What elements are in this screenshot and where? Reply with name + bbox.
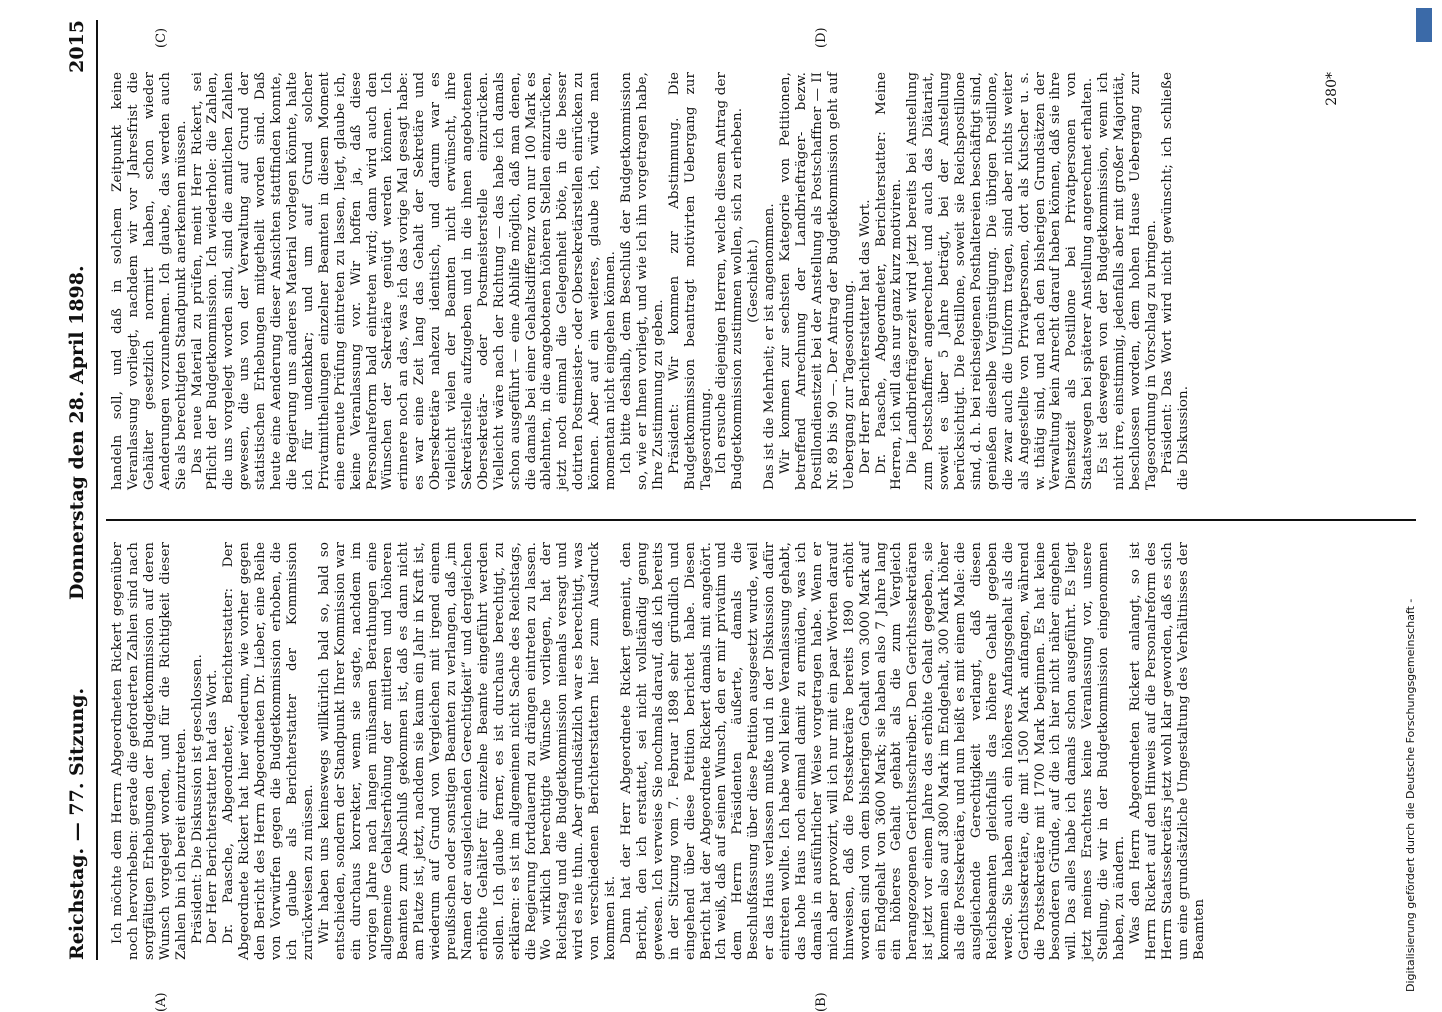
paragraph: (Geschieht.) [746, 239, 762, 323]
margin-marker-c: (C) [154, 27, 169, 48]
paragraph: Präsident: Das Wort wird nicht gewünscht; ich schließe die Diskussion. [1159, 72, 1191, 490]
side-note-strip [1396, 8, 1426, 992]
paragraph: Präsident: Wir kommen zur Abstimmung. Die Budgetkommission beantragt motivirten Uebergang zur Tagesordnung. [666, 72, 714, 490]
paragraph: Der Herr Berichterstatter hat das Wort. [205, 669, 221, 944]
paragraph: Wir haben uns keineswegs willkürlich bald so, bald so entschieden, sondern der Standpunkt Ihrer Kommission war ein durchaus korrekter, wenn sie sagte, nachdem im vorigen Jahre nach langen mühsamen Berathungen eine allgemeine Gehaltserhöhung der mittleren und höheren Beamten zum Abschluß gekommen ist, daß es dann nicht am Platze ist, jetzt, nachdem sie kaum ein Jahr in Kraft ist, wiederum auf Grund von Vergleichen mit irgend einem preußischen oder sonstigen Beamten zu verlangen, daß „im Namen der ausgleichenden Gerechtigkeit“ und dergleichen erhöhte Gehälter für einzelne Beamte eingeführt werden sollen. Ich glaube ferner, es ist durchaus berechtigt, zu erklären: es ist im allgemeinen nicht Sache des Reichstags, die Regierung fortdauernd zu drängen eintreten zu lassen. Wo wirklich berechtigte Wünsche vorliegen, hat der Reichstag und die Budgetkommission niemals versagt und wird es nie thun. Aber grundsätzlich war es berechtigt, was von verschiedenen Berichterstattern hier zum Ausdruck kommen ist. [316, 542, 619, 960]
paragraph: Dann hat der Herr Abgeordnete Rickert gemeint, den Bericht, den ich erstattet, sei nicht vollständig genug gewesen. Ich verweise Sie nochmals darauf, daß ich bereits in der Sitzung vom 7. Februar 1898 sehr gründlich und eingehend über diese Petition berichtet habe. Diesen Bericht hat der Abgeordnete Rickert damals mit angehört. Ich weiß, daß auf seinen Wunsch, den er mir privatim und dem Herrn Präsidenten äußerte, damals die Beschlußfassung über diese Petition ausgesetzt wurde, weil er das Haus verlassen mußte und in der Diskussion dafür eintreten wollte. Ich habe wohl keine Veranlassung gehabt, das hohe Haus noch einmal damit zu ermüden, was ich damals in ausführlicher Weise vorgetragen habe. Wenn er mich aber provozirt, will ich nur mit ein paar Worten darauf hinweisen, daß die Postsekretäre bereits 1890 erhöht worden sind von dem bisherigen Gehalt von 3000 Mark auf ein Endgehalt von 3600 Mark; sie haben also 7 Jahre lang ein höheres Gehalt gehabt als die zum Vergleich herangezogenen Gerichtsschreiber. Den Gerichtssekretären ist jetzt vor einem Jahre das erhöhte Gehalt gegeben, sie kommen also auf 3800 Mark im Endgehalt, 300 Mark höher als die Postsekretäre, und nun heißt es mit einem Male: die ausgleichende Gerechtigkeit verlangt, daß diesen Reichsbeamten gleichfalls das höhere Gehalt gegeben werde. Sie haben auch ein höheres Anfangsgehalt als die Gerichtssekretäre, die mit 1500 Mark anfangen, während die Postsekretäre mit 1700 Mark beginnen. Es hat keine besonderen Gründe, auf die ich hier nicht näher eingehen will. Das alles habe ich damals schon ausgeführt. Es liegt jetzt meines Erachtens keine Veranlassung vor, unsere Stellung, die wir in der Budgetkommission eingenommen haben, zu ändern. [619, 542, 1128, 960]
paragraph: Es ist deswegen von der Budgetkommission, wenn ich nicht irre, einstimmig, jedenfalls aber mit großer Majorität, beschlossen worden, dem hohen Hause Uebergang zur Tagesordnung in Vorschlag zu bringen. [1096, 72, 1159, 490]
page-footer-mark: 280* [1324, 72, 1340, 106]
header-center: Donnerstag den 28. April 1898. [66, 265, 88, 600]
header-left: Reichstag. — 77. Sitzung. [66, 687, 88, 960]
margin-marker-a: (A) [154, 992, 169, 1012]
header-page-number: 2015 [66, 20, 88, 73]
column-right [110, 72, 1192, 490]
column-left [110, 542, 1208, 960]
rotated-page [62, 20, 1442, 1012]
paragraph: Präsident: Die Diskussion ist geschlossen. [189, 654, 205, 944]
side-note: Digitalisierung gefördert durch die Deutsche Forschungsgemeinschaft - [1404, 598, 1417, 992]
column-divider [106, 519, 1416, 521]
margin-marker-d: (D) [814, 27, 829, 48]
paragraph: Die Landbriefträgerzeit wird jetzt bereits bei Anstellung zum Postschaffner angerechnet und auch das Diätariat, soweit es über 5 Jahre beträgt, bei der Anstellung berücksichtigt. Die Postillone, soweit sie Reichspostillone sind, d. h. bei reichseigenen Posthaltereien beschäftigt sind, genießen dieselbe Vergünstigung. Die übrigen Postillone, die zwar auch die Uniform tragen, sind aber nichts weiter als Angestellte von Privatpersonen, dort als Kutscher u. s. w. thätig sind, und nach den bisherigen Grundsätzen der Verwaltung kein Anrecht darauf haben können, daß sie ihre Dienstzeit als Postillone bei Privatpersonen von Staatswegen bei späterer Anstellung angerechnet erhalten. [905, 72, 1096, 490]
paragraph: Das neue Material zu prüfen, meint Herr Rickert, sei Pflicht der Budgetkommission. Ich wiederhole: die Zahlen, die uns vorgelegt worden sind, sind die amtlichen Zahlen gewesen, die uns von der Verwaltung auf Grund der statistischen Erhebungen mitgetheilt worden sind. Daß heute eine Aenderung dieser Ansichten stattfinden konnte, die Regierung uns anderes Material vorlegen könnte, halte ich für undenkbar; und um auf Grund solcher Privatmittheilungen einzelner Beamten in diesem Moment eine erneute Prüfung eintreten zu lassen, liegt, glaube ich, keine Veranlassung vor. Wir hoffen ja, daß diese Personalreform bald eintreten wird; dann wird auch den Wünschen der Sekretäre genügt werden können. Ich erinnere noch an das, was ich das vorige Mal gesagt habe: es war eine Zeit lang das Gehalt der Sekretäre und Obersekretäre nahezu identisch, und darum war es vielleicht vielen der Beamten nicht erwünscht, ihre Sekretärstelle aufzugeben und in die ihnen angebotenen Obersekretär- oder Postmeisterstelle einzurücken. Vielleicht wäre nach der Richtung — das habe ich damals schon ausgeführt — eine Abhilfe möglich, daß man denen, die damals bei einer Gehaltsdifferenz von nur 100 Mark es ablehnten, in die angebotenen höheren Stellen einzurücken, jetzt noch einmal die Gelegenheit böte, in die besser dotirten Postmeister- oder Obersekretärstellen einrücken zu können. Aber auf ein weiteres, glaube ich, würde man momentan nicht eingehen können. [189, 72, 619, 490]
paragraph: Dr. Paasche, Abgeordneter, Berichterstatter: Der Abgeordnete Rickert hat hier wiederum, wie vorher gegen den Bericht des Herrn Abgeordneten Dr. Lieber, eine Reihe von Vorwürfen gegen die Budgetkommission erhoben, die ich glaube als Berichterstatter der Kommission zurückweisen zu müssen. [221, 542, 316, 960]
paragraph: Der Herr Berichterstatter hat das Wort. [857, 199, 873, 474]
paragraph: Ich ersuche diejenigen Herren, welche diesem Antrag der Budgetkommission zustimmen wollen, sich zu erheben. [714, 72, 746, 490]
margin-marker-b: (B) [814, 992, 829, 1012]
paragraph: handeln soll, und daß in solchem Zeitpunkt keine Veranlassung vorliegt, nachdem wir vor Jahresfrist die Gehälter gesetzlich normirt haben, schon wieder Aenderungen vorzunehmen. Ich glaube, das werden auch Sie als berechtigten Standpunkt anerkennen müssen. [110, 72, 189, 490]
paragraph: Ich möchte dem Herrn Abgeordneten Rickert gegenüber noch hervorheben: gerade die geforderten Zahlen sind nach sorgfältigen Erhebungen der Budgetkommission auf deren Wunsch vorgelegt worden, und für die Richtigkeit dieser Zahlen bin ich bereit einzutreten. [110, 542, 189, 960]
paragraph: Wir kommen zur sechsten Kategorie von Petitionen, betreffend Anrechnung der Landbriefträger- bezw. Postillondienstzeit bei der Anstellung als Postschaffner — II Nr. 89 bis 90 —. Der Antrag der Budgetkommission geht auf Uebergang zur Tagesordnung. [778, 72, 857, 490]
paragraph: Ich bitte deshalb, dem Beschluß der Budgetkommission so, wie er Ihnen vorliegt, und wie ich ihn vorgetragen habe, Ihre Zustimmung zu geben. [619, 72, 666, 490]
paragraph: Was den Herrn Abgeordneten Rickert anlangt, so ist Herrn Rickert auf den Hinweis auf die Personalreform des Herrn Staatssekretärs jetzt wohl klar geworden, daß es sich um eine grundsätzliche Umgestaltung des Verhältnisses der Beamten [1128, 542, 1207, 960]
paragraph: Das ist die Mehrheit; er ist angenommen. [762, 203, 778, 490]
dfg-logo [1416, 8, 1432, 42]
page-header [62, 20, 98, 960]
paragraph: Dr. Paasche, Abgeordneter, Berichterstatter: Meine Herren, ich will das nur ganz kurz motiviren. [873, 72, 905, 490]
